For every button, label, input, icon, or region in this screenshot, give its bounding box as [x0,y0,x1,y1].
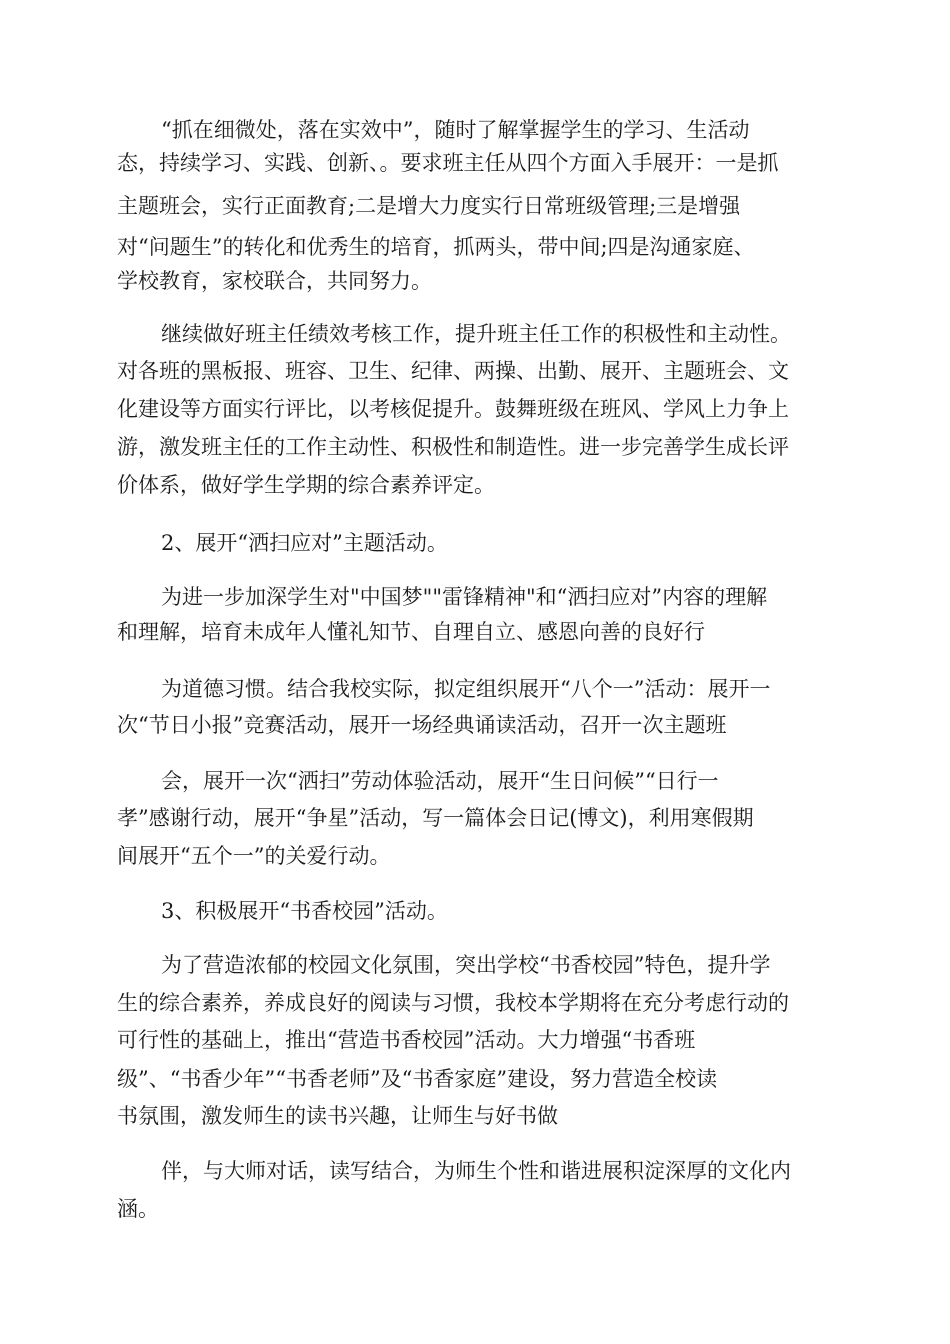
paragraph-7-line-1: 伴，与大师对话，读写结合，为师生个性和谐进展积淀深厚的文化内 [161,1159,791,1183]
paragraph-6-line-4: 级”、“书香少年”“书香老师”及“书香家庭”建设，努力营造全校读 [117,1067,718,1091]
section-heading-3: 3、积极展开“书香校园”活动。 [161,899,448,923]
paragraph-5-line-2: 孝”感谢行动，展开“争星”活动，写一篇体会日记(博文)，利用寒假期 [117,806,754,830]
paragraph-3-line-2: 和理解，培育未成年人懂礼知节、自理自立、感恩向善的良好行 [117,620,705,644]
paragraph-1-line-1: “抓在细微处，落在实效中”，随时了解掌握学生的学习、生活动 [161,118,750,142]
paragraph-2-line-1: 继续做好班主任绩效考核工作，提升班主任工作的积极性和主动性。 [161,322,791,346]
paragraph-6-line-5: 书氛围，激发师生的读书兴趣，让师生与好书做 [117,1104,558,1128]
paragraph-2-line-3: 化建设等方面实行评比，以考核促提升。鼓舞班级在班风、学风上力争上 [117,397,789,421]
paragraph-5-line-3: 间展开“五个一”的关爱行动。 [117,844,391,868]
paragraph-2-line-4: 游，激发班主任的工作主动性、积极性和制造性。进一步完善学生成长评 [117,435,789,459]
paragraph-2-line-2: 对各班的黑板报、班容、卫生、纪律、两操、出勤、展开、主题班会、文 [117,359,789,383]
paragraph-6-line-2: 生的综合素养，养成良好的阅读与习惯，我校本学期将在充分考虑行动的 [117,991,789,1015]
paragraph-1-line-4: 对“问题生”的转化和优秀生的培育，抓两头，带中间;四是沟通家庭、 [117,235,755,259]
paragraph-2-line-5: 价体系，做好学生学期的综合素养评定。 [117,473,495,497]
section-heading-2: 2、展开“洒扫应对”主题活动。 [161,531,448,555]
paragraph-1-line-3: 主题班会，实行正面教育;二是增大力度实行日常班级管理;三是增强 [117,194,741,218]
paragraph-7-line-2: 涵。 [117,1197,159,1221]
paragraph-4-line-1: 为道德习惯。结合我校实际，拟定组织展开“八个一”活动：展开一 [161,677,771,701]
paragraph-1-line-2: 态，持续学习、实践、创新、。要求班主任从四个方面入手展开：一是抓 [117,151,779,175]
paragraph-4-line-2: 次“节日小报”竞赛活动，展开一场经典诵读活动，召开一次主题班 [117,713,727,737]
paragraph-1-line-5: 学校教育，家校联合，共同努力。 [117,269,432,293]
paragraph-6-line-3: 可行性的基础上，推出“营造书香校园”活动。大力增强“书香班 [117,1028,696,1052]
paragraph-5-line-1: 会，展开一次“洒扫”劳动体验活动，展开“生日问候”“日行一 [161,769,719,793]
paragraph-6-line-1: 为了营造浓郁的校园文化氛围，突出学校“书香校园”特色，提升学 [161,953,771,977]
paragraph-3-line-1: 为进一步加深学生对"中国梦""雷锋精神"和“洒扫应对”内容的理解 [161,585,768,609]
